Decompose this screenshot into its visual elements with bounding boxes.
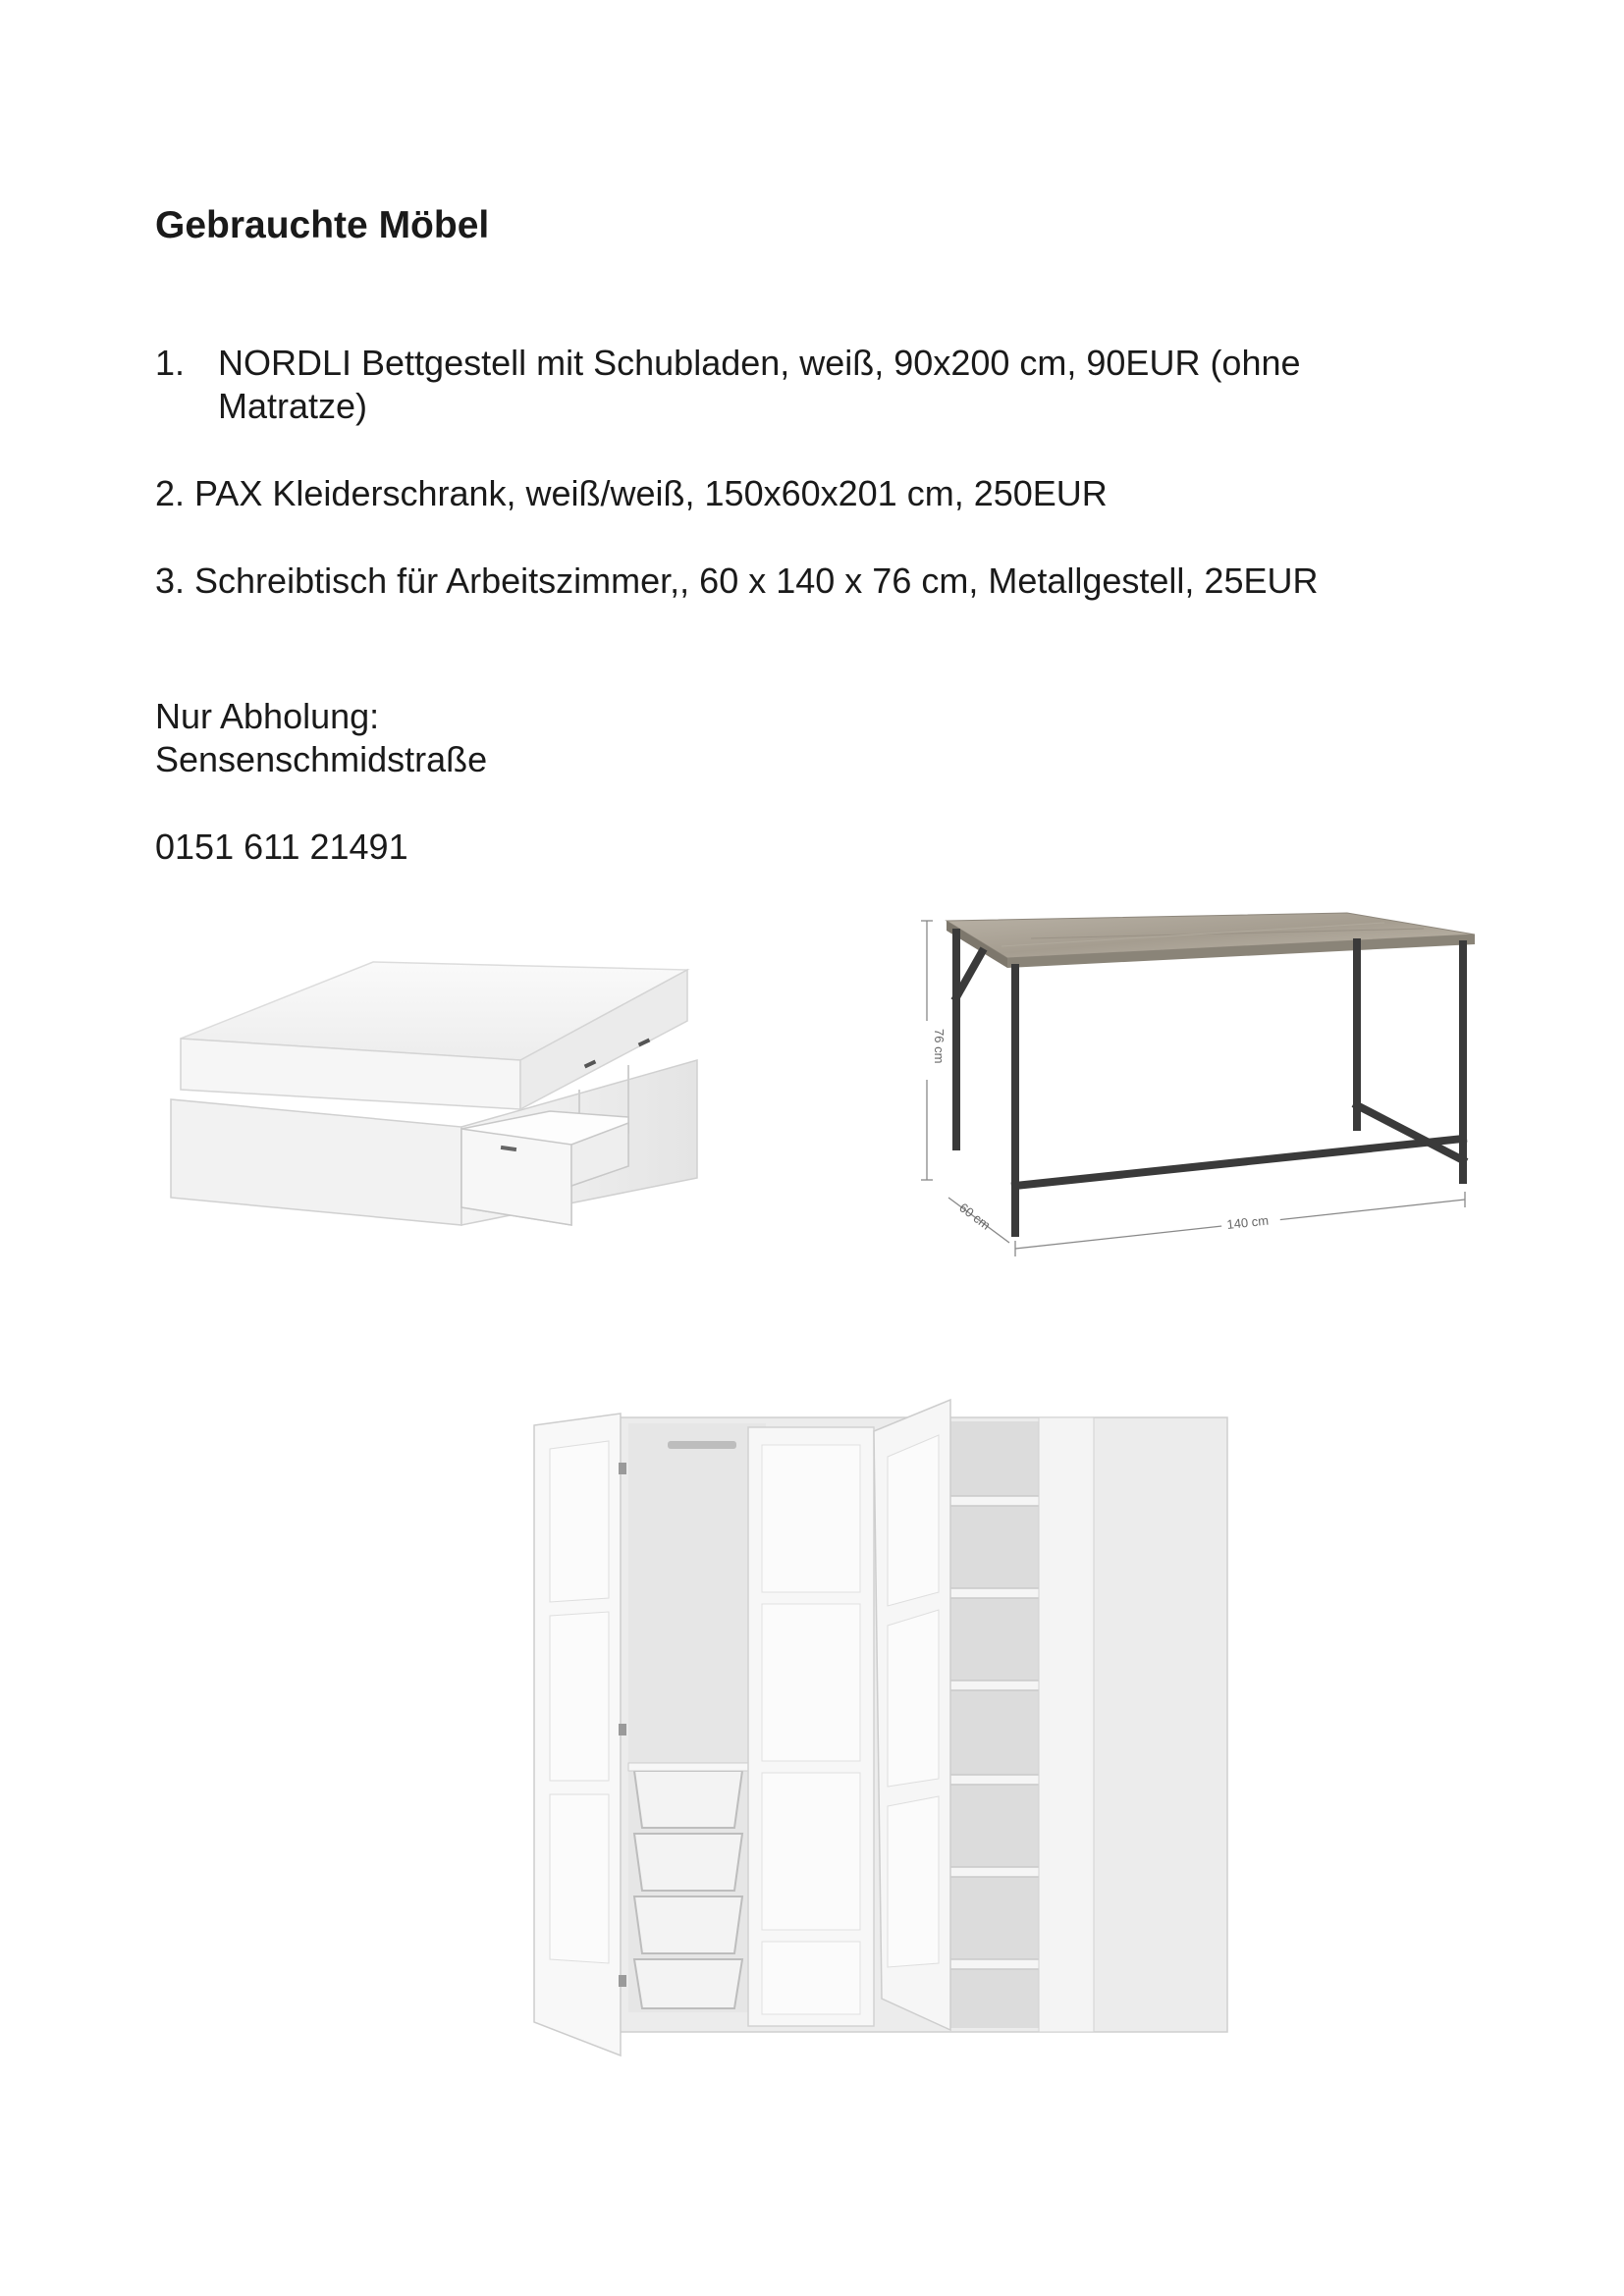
desk-height-label: 76 cm [932,1029,947,1064]
desk-photo [913,903,1483,1286]
desk-depth-label: 60 cm [956,1200,994,1233]
wardrobe-photo [491,1374,1247,2120]
item-1-number: 1. [155,343,186,383]
item-2-text: 2. PAX Kleiderschrank, weiß/weiß, 150x60x201 cm, 250EUR [155,473,1108,513]
pickup-street: Sensenschmidstraße [155,739,488,779]
phone-number: 0151 611 21491 [155,827,408,867]
item-1-text-continued: Matratze) [218,386,368,426]
page-title: Gebrauchte Möbel [155,204,490,246]
desk-width-label: 140 cm [1225,1212,1270,1232]
pickup-label: Nur Abholung: [155,696,380,736]
bed-photo [167,942,717,1237]
item-1-text: NORDLI Bettgestell mit Schubladen, weiß, 90x200 cm, 90EUR (ohne [218,343,1301,383]
item-3-text: 3. Schreibtisch für Arbeitszimmer,, 60 x 140 x 76 cm, Metallgestell, 25EUR [155,561,1319,601]
